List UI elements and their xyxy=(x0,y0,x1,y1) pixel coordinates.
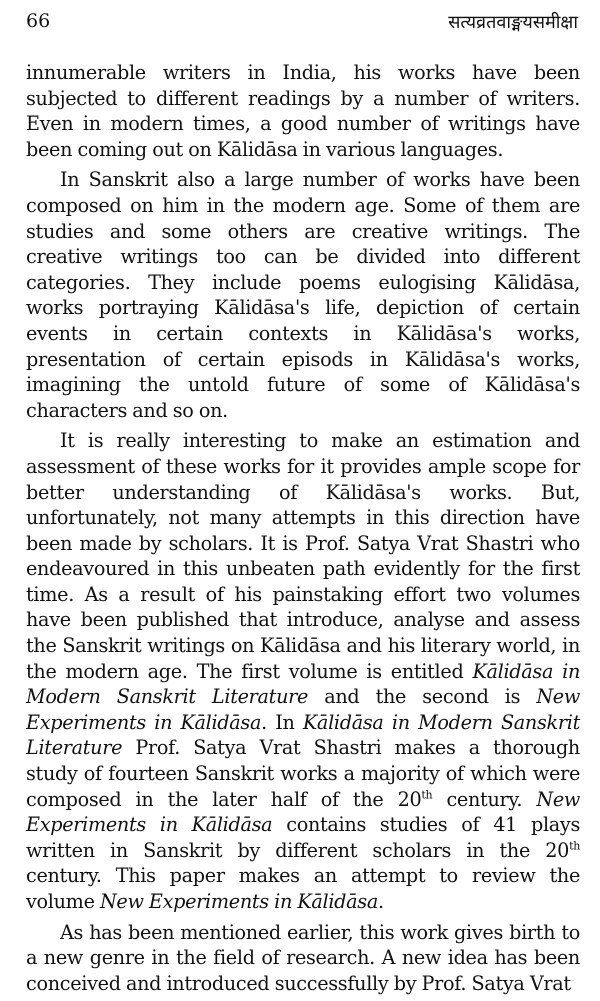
paragraph-4: As has been mentioned earlier, this work gives birth to a new genre in the field of research. A new idea has been conceived and introduced successfully by Prof. Satya Vrat xyxy=(26,920,580,995)
page-number: 66 xyxy=(26,10,51,32)
paragraph-3-text: contains studies of 41 plays written in Sanskrit by different scholars in the 20 xyxy=(26,813,581,862)
book-title: New Experiments in Kālidāsa xyxy=(26,787,580,837)
page-header xyxy=(26,10,578,40)
body-text xyxy=(26,60,580,1001)
paragraph-3-text: It is really interesting to make an estimation and assessment of these works for it provides ample scope for better understanding of Kālidāsa's works. But, unfortunately, not many attempts in this direction have been made by scholars. It is Prof. Satya Vrat Shastri who endeavoured in this unbeaten path evidently for the first time. As a result of his painstaking effort two volumes have been published that introduce, analyse and assess the Sanskrit writings on Kālidāsa and his literary world, in the modern age. The first volume is entitled xyxy=(26,429,580,683)
paragraph-3-text: Prof. Satya Vrat Shastri makes a thorough study of fourteen Sanskrit works a majority of which were composed in the later half of the 20 xyxy=(26,736,580,811)
book-title: New Experiments in Kālidāsa xyxy=(99,890,378,913)
paragraph-2: In Sanskrit also a large number of works have been composed on him in the modern age. Some of them are studies and some others are creative writings. The creative writings too can be divided into different categories. They include poems eulogising Kālidāsa, works portraying Kālidāsa's life, depiction of certain events in certain contexts in Kālidāsa's works, presentation of certain episods in Kālidāsa's works, imagining the untold future of some of Kālidāsa's characters and so on. xyxy=(26,168,580,422)
paragraph-3 xyxy=(26,428,580,914)
paragraph-3-text: . In xyxy=(261,710,303,734)
paragraph-3-text: century. This paper makes an attempt to review the volume xyxy=(26,864,580,913)
book-title: Kālidāsa in Modern Sanskrit Literature xyxy=(26,710,580,760)
running-head: सत्यव्रतवाङ्मयसमीक्षा xyxy=(448,12,578,33)
book-title: New Experiments in Kālidāsa xyxy=(26,685,580,734)
paragraph-1: innumerable writers in India, his works have been subjected to different readings by a number of writers. Even in modern times, a good number of writings have been coming out on Kālidāsa in various languages. xyxy=(26,61,580,161)
paragraph-3-text: . xyxy=(378,890,384,913)
paragraph-3-text: and the second is xyxy=(308,685,537,709)
book-title: Kālidāsa in Modern Sanskrit Literature xyxy=(26,659,580,709)
ordinal-suffix: th xyxy=(421,788,433,802)
ordinal-suffix: th xyxy=(569,839,580,853)
paragraph-3-text: century. xyxy=(432,787,537,811)
